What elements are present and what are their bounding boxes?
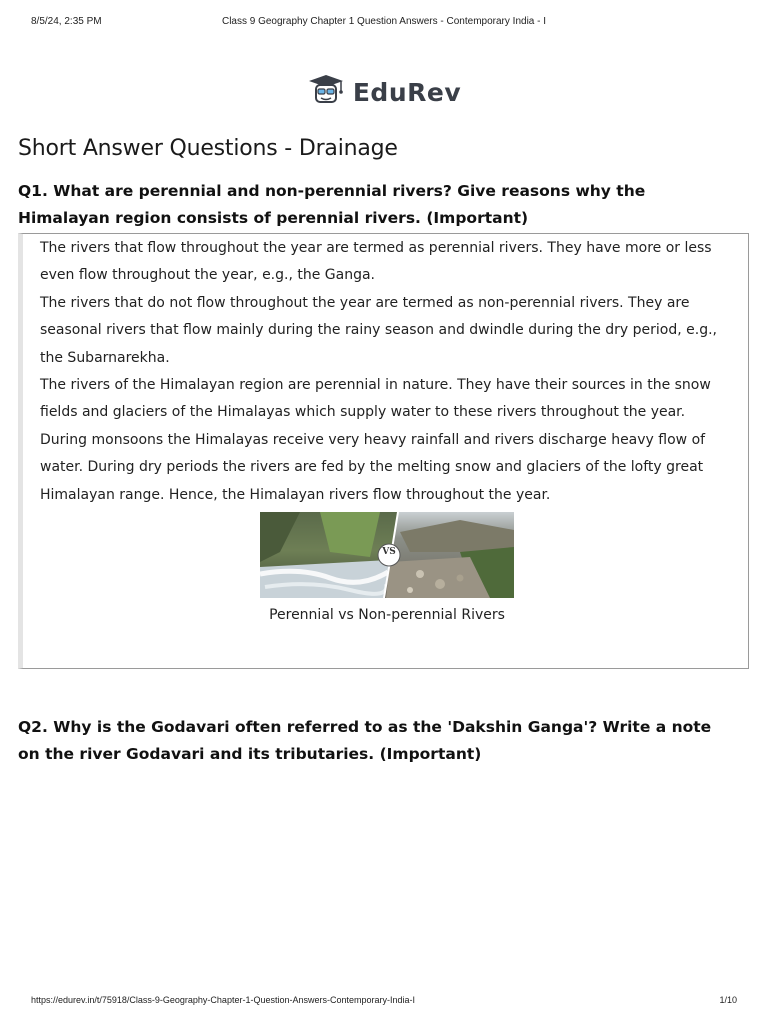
vs-badge-label: VS <box>382 547 396 557</box>
section-title: Short Answer Questions - Drainage <box>18 136 398 161</box>
page-url-link[interactable]: https://edurev.in/t/75918/Class-9-Geography-Chapter-1-Question-Answers-Contemporary-India-I <box>31 995 416 1005</box>
page-number: 1/10 <box>719 995 737 1005</box>
logo-wordmark: EduRev <box>352 77 462 107</box>
print-date: 8/5/24, 2:35 PM <box>31 16 102 27</box>
answer-paragraph: The rivers that flow throughout the year are termed as perennial rivers. They have more or less even flow throughout the year, e.g., the Ganga. <box>40 240 712 284</box>
rivers-comparison-image <box>260 512 514 598</box>
figure-caption: Perennial vs Non-perennial Rivers <box>269 607 505 623</box>
question-1: Q1. What are perennial and non-perennial rivers? Give reasons why the Himalayan region consists of perennial rivers. (Important) <box>18 182 646 227</box>
edurev-logo[interactable] <box>0 72 768 112</box>
answer-paragraph: The rivers that do not flow throughout the year are termed as non-perennial rivers. They are seasonal rivers that flow mainly during the rainy season and dwindle during the dry period, e.g., the Subarnarekha. <box>40 294 717 366</box>
graduation-cap-mascot-icon <box>307 73 345 112</box>
answer-box <box>18 233 749 669</box>
print-header <box>31 16 737 30</box>
question-2: Q2. Why is the Godavari often referred to as the 'Dakshin Ganga'? Write a note on the river Godavari and its tributaries. (Important) <box>18 718 712 763</box>
print-footer <box>31 995 737 1009</box>
answer-paragraph: The rivers of the Himalayan region are perennial in nature. They have their sources in the snow fields and glaciers of the Himalayas which supply water to these rivers throughout the year. During monsoons the Himalayas receive very heavy rainfall and rivers discharge heavy flow of water. During dry periods the rivers are fed by the melting snow and glaciers of the lofty great Himalayan range. Hence, the Himalayan rivers flow throughout the year. <box>40 377 711 503</box>
print-page-title: Class 9 Geography Chapter 1 Question Answers - Contemporary India - I <box>221 16 547 27</box>
